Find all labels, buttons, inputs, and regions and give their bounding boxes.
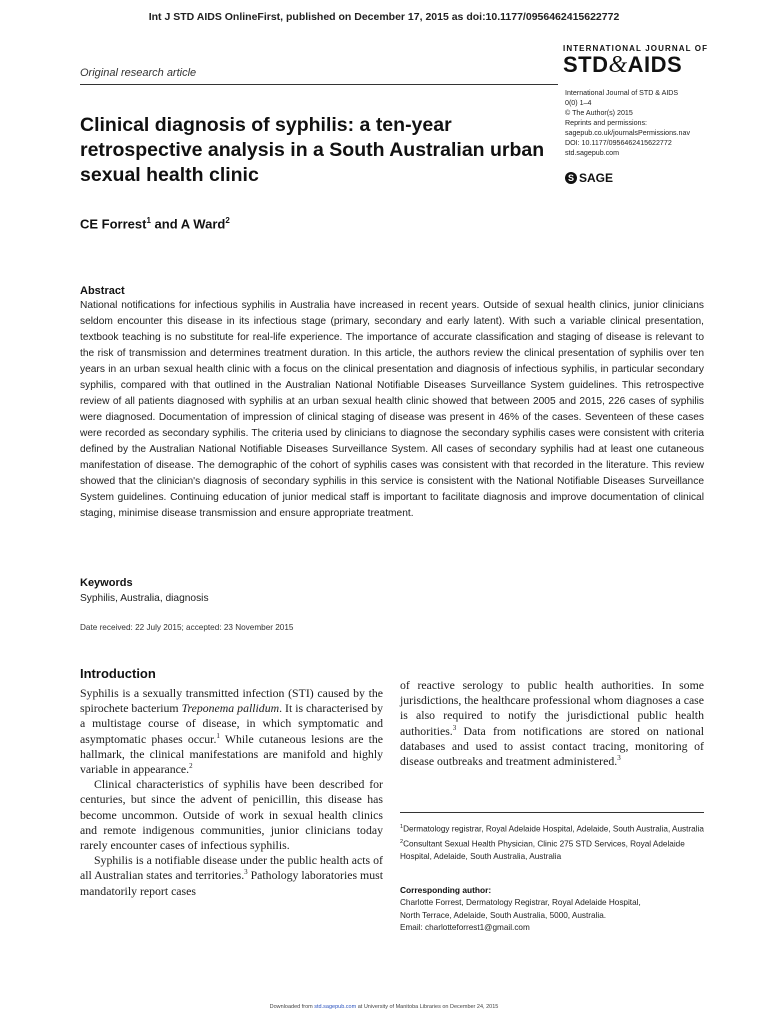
journal-logo-wordmark [563,54,713,76]
publisher-name: SAGE [579,171,614,185]
text-run: Pathology laboratories must mandatorily report cases [80,868,383,898]
corresponding-author-line: Charlotte Forrest, Dermatology Registrar, Royal Adelaide Hospital, [400,898,641,907]
citation-ref[interactable]: 3 [617,754,621,763]
journal-meta [565,88,725,158]
body-column-left [80,686,383,899]
download-suffix: at University of Manitoba Libraries on December 24, 2015 [356,1004,499,1010]
footnote-text: Consultant Sexual Health Physician, Clinic 275 STD Services, Royal Adelaide Hospital, Adelaide, South Australia, Australia [400,839,685,862]
affiliation-footnotes [400,821,704,864]
sage-circle-icon: S [565,172,577,184]
footnote-marker: 1 [400,824,404,830]
abstract-body: National notifications for infectious syphilis in Australia have increased in recent years. Outside of sexual health clinics, junior clinicians seldom encounter this disease in its infectious stage (primary, secondary and early latent). With such a variable clinical presentation, textbook teaching is no substitute for real-life experience. The importance of accurate classification and staging of disease is relevant to the risk of transmission and determines treatment duration. In this article, the authors review the clinical presentation of syphilis over ten years in an urban sexual health clinic with a focus on the clinical presentation and diagnosis of infectious syphilis, in particular secondary syphilis, compared with that outlined in the Australian National Notifiable Diseases Surveillance System guidelines. This retrospective review of all patients diagnosed with syphilis at an urban sexual health clinic showed that between 2005 and 2015, 226 cases of syphilis were diagnosed. Documentation of impression of clinical staging of disease was present in 46% of the cases. Seventeen of these cases were recorded as secondary syphilis. The criteria used by clinicians to diagnose the secondary syphilis cases were consistent with criteria defined by the Australian National Notifiable Diseases Surveillance System. All cases of secondary syphilis had at least one cutaneous manifestation of disease. The demographic of the cohort of syphilis cases was consistent with that recorded in the literature. This review showed that the clinician's diagnosis of secondary syphilis in this service is consistent with the National Notifiable Diseases Surveillance System guidelines. Continuing education of junior medical staff is important to facilitate diagnosis and improve documentation of clinical staging, minimise disease transmission and ensure appropriate treatment. [80,300,704,519]
meta-permissions-link[interactable]: sagepub.co.uk/journalsPermissions.nav [565,129,690,137]
meta-copyright: © The Author(s) 2015 [565,109,633,117]
corresponding-author-heading: Corresponding author: [400,885,492,895]
body-paragraph: Clinical characteristics of syphilis have been described for centuries, but since the advent of penicillin, this disease has become uncommon. Outside of work in sexual health clinics and remote indigenous communities, junior clinicians today rarely encounter cases of infectious syphilis. [80,777,383,853]
journal-logo-top-text: INTERNATIONAL JOURNAL OF [563,44,709,53]
received-accepted-dates: Date received: 22 July 2015; accepted: 23 November 2015 [80,623,294,632]
body-column-right [400,678,704,769]
publisher-logo [565,171,613,185]
text-run: of reactive serology to public health authorities. In some jurisdictions, the healthcare professional whom diagnoses a case is also required to notify the jurisdictional public health authorities. [400,678,705,738]
text-run: . It is characterised by a multistage course of disease, in which symptomatic and asymptomatic phases occur. [80,701,383,746]
citation-ref[interactable]: 2 [189,762,193,771]
author-line [80,216,230,231]
author-affiliation-marker: 2 [225,216,230,225]
section-heading-introduction: Introduction [80,666,156,681]
corresponding-author-line: North Terrace, Adelaide, South Australia, 5000, Australia. [400,910,607,920]
corresponding-author-details [400,897,704,935]
footnote-marker: 2 [400,839,404,846]
header-rule [80,84,558,85]
body-paragraph [400,678,704,769]
download-site-link[interactable]: std.sagepub.com [314,1004,357,1010]
author-separator: and [150,216,181,232]
author-name: CE Forrest [80,216,147,232]
author-name: A Ward [180,216,226,232]
journal-logo-std: STD [563,52,609,77]
species-name: Treponema pallidum [181,701,280,716]
meta-journal-name: International Journal of STD & AIDS [565,89,679,97]
author-affiliation-marker: 1 [146,216,151,225]
citation-ref[interactable]: 3 [244,868,248,877]
journal-logo-aids: AIDS [627,52,683,77]
journal-logo [563,44,713,76]
keywords-heading: Keywords [80,577,133,589]
journal-logo-ampersand: & [608,52,628,78]
body-paragraph [80,686,383,777]
download-notice [0,1004,768,1010]
citation-ref[interactable]: 1 [216,731,220,740]
download-prefix: Downloaded from [269,1004,315,1010]
meta-volume: 0(0) 1–4 [565,99,592,107]
footnote-text: Dermatology registrar, Royal Adelaide Hospital, Adelaide, South Australia, Australia [403,824,704,834]
keywords-list: Syphilis, Australia, diagnosis [80,593,209,604]
footnote-affiliation [400,821,704,836]
article-type-label: Original research article [80,67,197,79]
meta-journal-site-link[interactable]: std.sagepub.com [565,149,620,157]
text-run: While cutaneous lesions are the hallmark, the clinical manifestations are manifold and highly variable in appearance. [80,731,383,777]
text-run: Syphilis is a sexually transmitted infection (STI) caused by the spirochete bacterium [80,686,383,716]
corresponding-author-email[interactable]: Email: charlotteforrest1@gmail.com [400,923,530,932]
text-run: Syphilis is a notifiable disease under the public health acts of all Australian states and territories. [80,853,383,883]
meta-reprints-label: Reprints and permissions: [565,119,648,127]
text-run: Data from notifications are stored on national databases and used to assist contact tracing, monitoring of disease outbreaks and treatment administered. [400,723,704,769]
online-first-banner: Int J STD AIDS OnlineFirst, published on December 17, 2015 as doi:10.1177/0956462415622772 [148,11,620,23]
footnote-rule [400,812,704,813]
abstract-heading: Abstract [80,285,125,297]
article-title: Clinical diagnosis of syphilis: a ten-year retrospective analysis in a South Australian urban sexual health clinic [80,114,545,186]
citation-ref[interactable]: 3 [452,723,457,732]
meta-doi: DOI: 10.1177/0956462415622772 [565,139,672,147]
body-paragraph [80,853,383,899]
footnote-affiliation [400,836,704,864]
